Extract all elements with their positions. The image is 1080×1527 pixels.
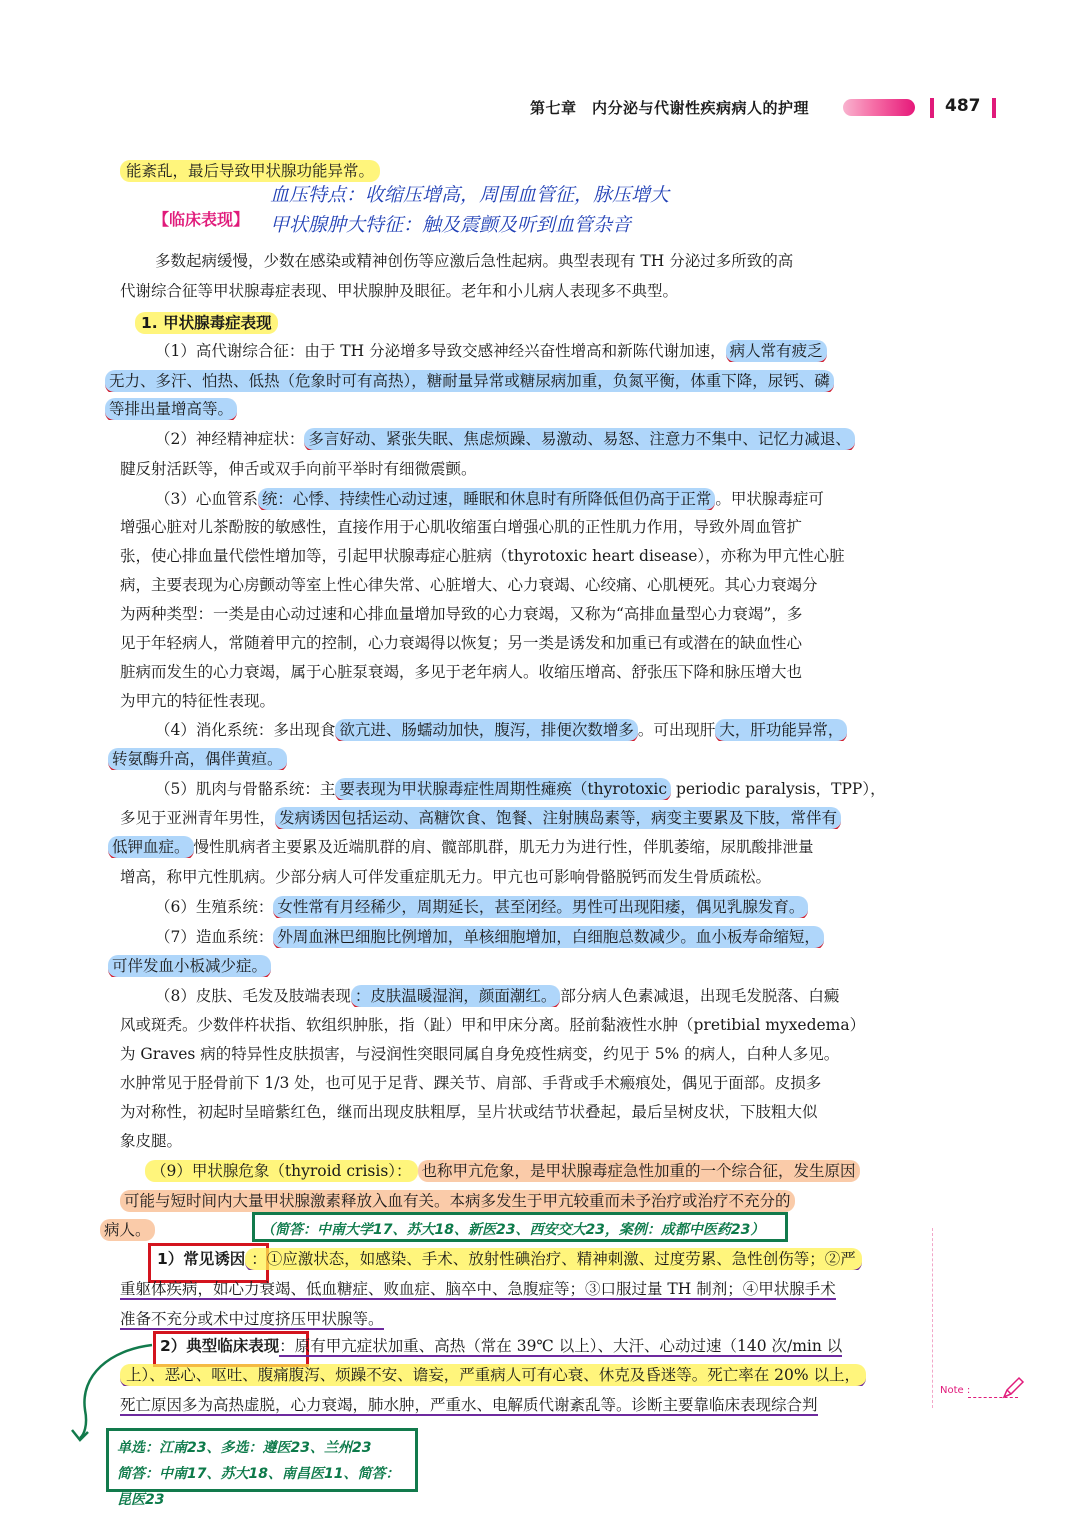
text-line (145, 1160, 935, 1182)
text-line (120, 1190, 930, 1212)
highlight-orange: 可能与短时间内大量甲状腺激素释放入血有关。本病多发生于甲亢较重而未予治疗或治疗不充分的 (120, 1190, 795, 1212)
text-line (155, 719, 925, 741)
text-line: 为 Graves 病的特异性皮肤损害，与浸润性突眼同属自身免疫性病变，约见于 5% 的病人，白种人多见。 (120, 1045, 840, 1063)
text-line (120, 1394, 910, 1416)
note-label: Note : (940, 1385, 971, 1396)
text-line: 风或斑秃。少数伴杵状指、软组织肿胀，指（趾）甲和甲床分离。胫前黏液性水肿（pretibial myxedema） (120, 1016, 866, 1034)
text-span: （2）神经精神症状： (155, 430, 305, 448)
highlight-blue: 低钾血症。 (108, 836, 194, 858)
underlined-text: ：原有甲亢症状加重、高热（常在 39℃ 以上）、大汗、心动过速（140 次/min 以 (279, 1337, 843, 1355)
text-span: periodic paralysis，TPP）， (671, 780, 886, 798)
highlight-blue: 等排出量增高等。 (105, 398, 237, 420)
text-span: （5）肌肉与骨骼系统：主 (155, 780, 336, 798)
subheading-text: 2）典型临床表现 (160, 1337, 280, 1355)
highlight-blue: 女性常有月经稀少，周期延长，甚至闭经。男性可出现阳痿，偶见乳腺发育。 (273, 896, 808, 918)
text-line (105, 398, 895, 420)
handwritten-note-bp: 血压特点：收缩压增高，周围血管征，脉压增大 (270, 184, 670, 206)
text-line (108, 836, 908, 858)
text-line: 代谢综合征等甲状腺毒症表现、甲状腺肿及眼征。老年和小儿病人表现多不典型。 (120, 282, 679, 300)
text-line: 见于年轻病人，常随着甲亢的控制，心力衰竭得以恢复；另一类是诱发和加重已有或潜在的缺血性心 (120, 634, 803, 652)
underlined-text: 死亡原因多为高热虚脱，心力衰竭，肺水肿，严重水、电解质代谢紊乱等。诊断主要靠临床表现综合判 (120, 1396, 818, 1414)
subheading (135, 312, 925, 334)
highlight-yellow: 上）、恶心、呕吐、腹痛腹泻、烦躁不安、谵妄，严重病人可有心衰、休克及昏迷等。死亡率在 20% 以上， (120, 1364, 866, 1386)
highlight-blue: 无力、多汗、怕热、低热（危象时可有高热），糖耐量异常或糖尿病加重，负氮平衡，体重下降，尿钙、磷 (105, 370, 834, 392)
text-line: 腱反射活跃等，伸舌或双手向前平举时有细微震颤。 (120, 460, 477, 478)
highlight-orange: 病人。 (100, 1219, 155, 1241)
text-span: 。甲状腺毒症可 (715, 490, 824, 508)
text-span: 慢性肌病者主要累及近端肌群的肩、髋部肌群，肌无力为进行性，伴肌萎缩，尿肌酸排泄量 (193, 838, 814, 856)
highlight-orange: 也称甲亢危象，是甲状腺毒症急性加重的一个综合征，发生原因 (418, 1160, 860, 1182)
underlined-text: 重躯体疾病，如心力衰竭、低血糖症、败血症、脑卒中、急腹症等；③口服过量 TH 制剂；④甲状腺手术 (120, 1280, 836, 1298)
header-divider-right (992, 98, 996, 118)
pencil-icon (1000, 1375, 1026, 1401)
note-margin-line (932, 1228, 933, 1408)
highlight-blue: 要表现为甲状腺毒症性周期性瘫痪（thyrotoxic (335, 778, 671, 800)
text-line (120, 1308, 910, 1330)
text-span: 多见于亚洲青年男性， (120, 809, 276, 827)
text-line (120, 160, 910, 182)
subheading-text: 1）常见诱因 (157, 1250, 246, 1268)
text-span: （3）心血管系 (155, 490, 258, 508)
text-span: （1）高代谢综合征：由于 TH 分泌增多导致交感神经兴奋性增高和新陈代谢加速， (155, 342, 726, 360)
highlight-blue: 可伴发血小板减少症。 (108, 955, 271, 977)
highlight-blue: 统：心悸、持续性心动过速，睡眠和休息时有所降低但仍高于正常 (258, 488, 716, 510)
text-span: （4）消化系统：多出现食 (155, 721, 336, 739)
highlight-blue: 外周血淋巴细胞比例增加，单核细胞增加，白细胞总数减少。血小板寿命缩短， (273, 926, 824, 948)
highlight-blue: 发病诱因包括运动、高糖饮食、饱餐、注射胰岛素等，病变主要累及下肢，常伴有 (275, 807, 841, 829)
text-line (108, 955, 898, 977)
highlight-yellow: （9）甲状腺危象（thyroid crisis）： (145, 1160, 418, 1182)
text-line: 为两种类型：一类是由心动过速和心排血量增加导致的心力衰竭，又称为“高排血量型心力衰竭”，多 (120, 605, 803, 623)
exam-reference-box-2 (106, 1428, 418, 1508)
section-title: 【临床表现】 (153, 210, 250, 229)
text-line (157, 1248, 937, 1270)
text-span: 。可出现肝 (637, 721, 716, 739)
highlight-blue: 转氨酶升高，偶伴黄疸。 (108, 748, 287, 770)
text-line: 多数起病缓慢，少数在感染或精神创伤等应激后急性起病。典型表现有 TH 分泌过多所致的高 (155, 252, 794, 270)
text-line: 为甲亢的特征性表现。 (120, 692, 276, 710)
highlight-yellow: ：①应激状态，如感染、手术、放射性碘治疗、精神刺激、过度劳累、急性创伤等；②严 (245, 1248, 862, 1270)
text-line (108, 748, 898, 770)
text-line: 增强心脏对儿茶酚胺的敏感性，直接作用于心肌收缩蛋白增强心肌的正性肌力作用，导致外周血管扩 (120, 518, 803, 536)
text-line (120, 1364, 920, 1386)
text-line: 张，使心排血量代偿性增加等，引起甲状腺毒症心脏病（thyrotoxic heart disease），亦称为甲亢性心脏 (120, 547, 845, 565)
handwritten-note-goiter: 甲状腺肿大特征：触及震颤及听到血管杂音 (270, 214, 632, 236)
header-divider (930, 98, 934, 118)
text-line (160, 1335, 920, 1357)
text-span: （6）生殖系统： (155, 898, 274, 916)
text-line: 水肿常见于胫骨前下 1/3 处，也可见于足背、踝关节、肩部、手背或手术瘢痕处，偶见于面部。皮损多 (120, 1074, 822, 1092)
text-line (155, 340, 910, 362)
page-number: 487 (945, 96, 981, 116)
chapter-title: 第七章 内分泌与代谢性疾病病人的护理 (530, 99, 810, 117)
text-span: （8）皮肤、毛发及肢端表现 (155, 987, 351, 1005)
exam-ref-line: 简答：中南17、苏大18、南昌医11、简答：昆医23 (117, 1466, 400, 1508)
text-line (155, 488, 910, 510)
text-line: 病，主要表现为心房颤动等室上性心律失常、心脏增大、心力衰竭、心绞痛、心肌梗死。其心力衰竭分 (120, 576, 818, 594)
header-accent-bar (843, 99, 915, 116)
text-line (120, 807, 950, 829)
text-line (155, 926, 910, 948)
text-line (105, 370, 945, 392)
text-line: 脏病而发生的心力衰竭，属于心脏泵衰竭，多见于老年病人。收缩压增高、舒张压下降和脉压增大也 (120, 663, 803, 681)
text-line (155, 428, 955, 450)
highlight-yellow: 能紊乱，最后导致甲状腺功能异常。 (120, 160, 380, 182)
highlight-blue: ：皮肤温暖湿润，颜面潮红。 (351, 985, 561, 1007)
text-line: 增高，称甲亢性肌病。少部分病人可伴发重症肌无力。甲亢也可影响骨骼脱钙而发生骨质疏松。 (120, 868, 772, 886)
text-span: （7）造血系统： (155, 928, 274, 946)
exam-reference-box: （简答：中南大学17、苏大18、新医23、西安交大23，案例：成都中医药23） (252, 1212, 788, 1242)
exam-ref-line: 单选：江南23、多选：遵医23、兰州23 (117, 1440, 372, 1456)
highlight-blue: 大，肝功能异常， (715, 719, 847, 741)
underlined-text: 准备不充分或术中过度挤压甲状腺等。 (120, 1310, 384, 1328)
text-line: 象皮腿。 (120, 1132, 183, 1150)
highlight-blue: 欲亢进、肠蠕动加快，腹泻，排便次数增多 (335, 719, 638, 741)
text-line (155, 896, 895, 918)
text-span: 部分病人色素减退，出现毛发脱落、白癜 (560, 987, 840, 1005)
text-line (155, 985, 910, 1007)
text-line: 为对称性，初起时呈暗紫红色，继而出现皮肤粗厚，呈片状或结节状叠起，最后呈树皮状，下肢粗大似 (120, 1103, 818, 1121)
highlight-blue: 多言好动、紧张失眠、焦虑烦躁、易激动、易怒、注意力不集中、记忆力减退、 (304, 428, 855, 450)
highlight-blue: 病人常有疲乏 (726, 340, 827, 362)
text-line (120, 1278, 950, 1300)
text-line (155, 778, 910, 800)
subheading-text: 1. 甲状腺毒症表现 (135, 312, 278, 334)
